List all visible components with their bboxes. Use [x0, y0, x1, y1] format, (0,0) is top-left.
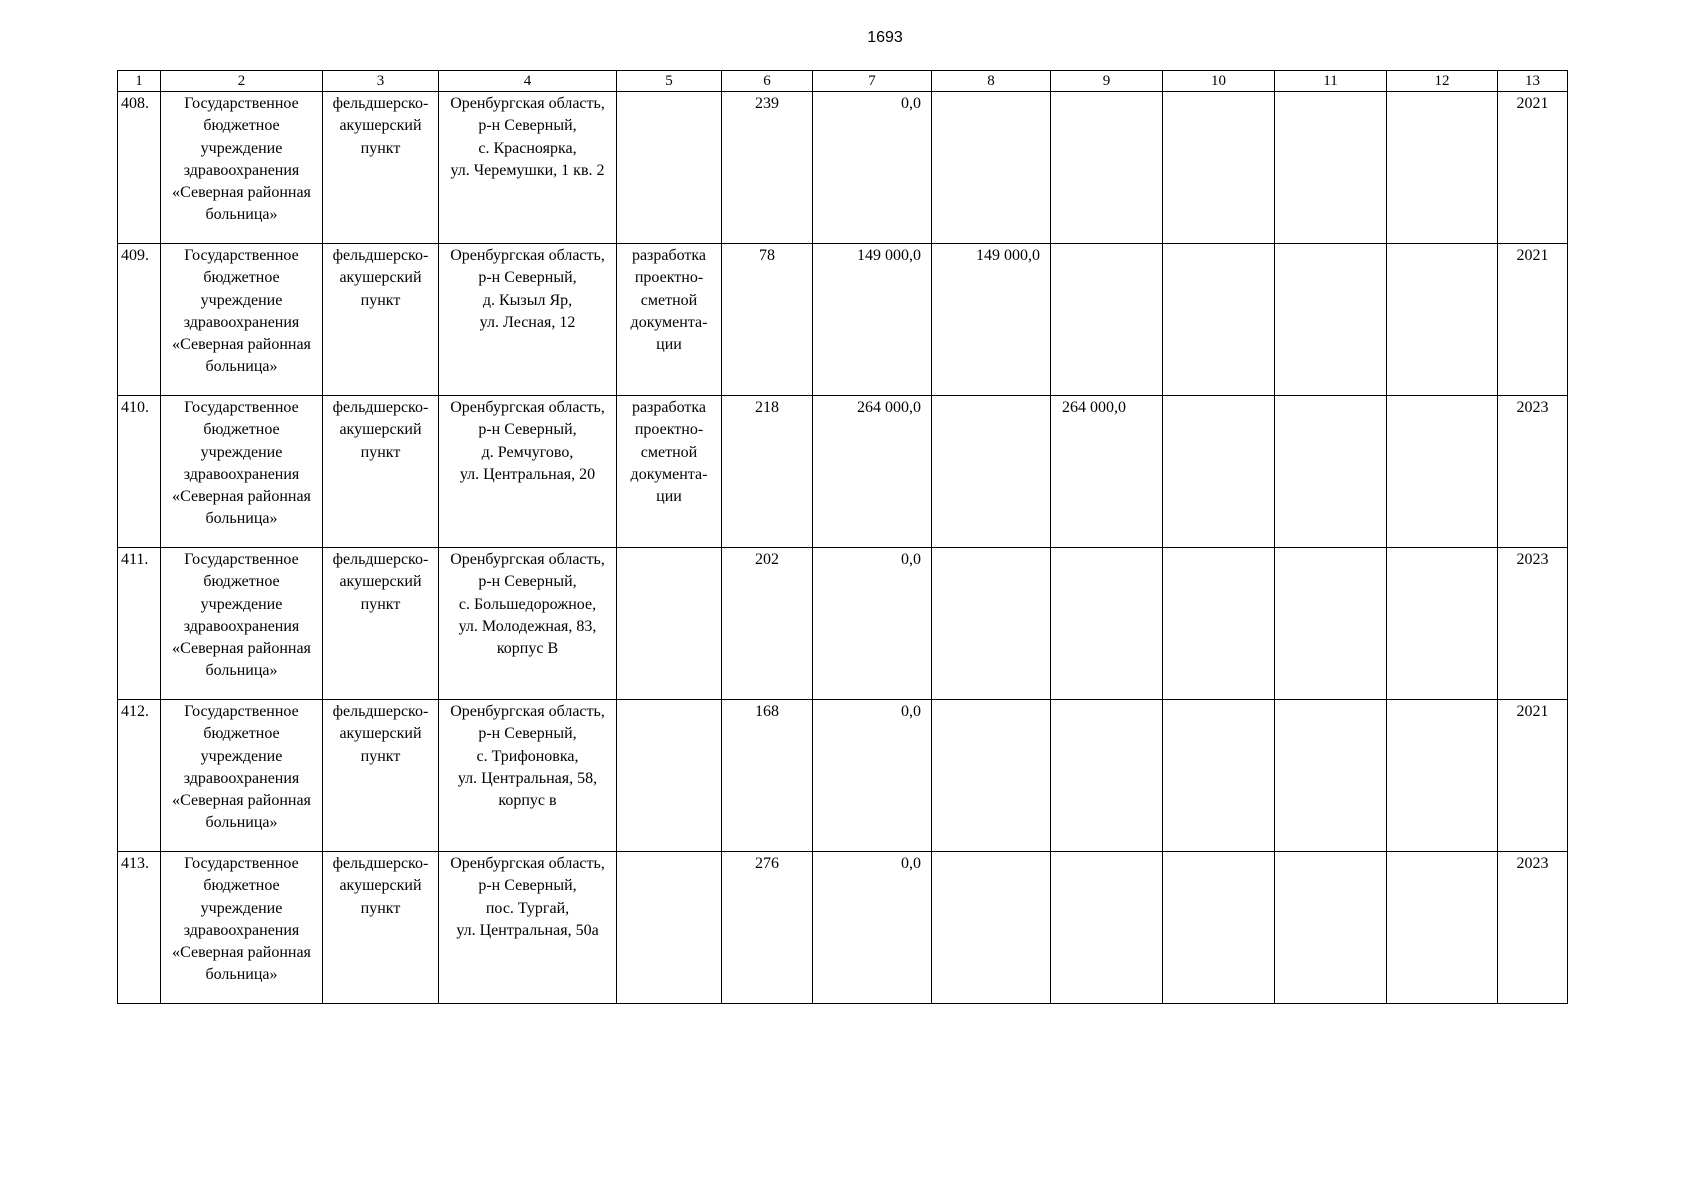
col8-cell: [932, 548, 1051, 700]
address-cell: Оренбургская область, р-н Северный, пос. Тургай, ул. Центральная, 50а: [439, 852, 617, 1004]
col10-cell: [1163, 700, 1275, 852]
page-number: 1693: [867, 29, 903, 46]
registry-table: [117, 70, 1568, 1004]
address-cell: Оренбургская область, р-н Северный, д. Ремчугово, ул. Центральная, 20: [439, 396, 617, 548]
col9-cell: [1051, 700, 1163, 852]
facility-type-cell: фельдшерско- акушерский пункт: [323, 244, 439, 396]
col8-cell: 149 000,0: [932, 244, 1051, 396]
col10-cell: [1163, 852, 1275, 1004]
col8-cell: [932, 852, 1051, 1004]
col10-cell: [1163, 396, 1275, 548]
col12-cell: [1387, 92, 1498, 244]
row-number: 409.: [118, 244, 161, 396]
table-row: [118, 92, 1568, 244]
col9-cell: [1051, 548, 1163, 700]
organization-cell: Государственное бюджетное учреждение здравоохранения «Северная районная больница»: [161, 396, 323, 548]
column-header: 12: [1387, 71, 1498, 92]
col6-cell: 168: [722, 700, 813, 852]
year-cell: 2023: [1498, 396, 1568, 548]
address-cell: Оренбургская область, р-н Северный, с. Трифоновка, ул. Центральная, 58, корпус в: [439, 700, 617, 852]
column-header: 8: [932, 71, 1051, 92]
organization-cell: Государственное бюджетное учреждение здравоохранения «Северная районная больница»: [161, 700, 323, 852]
row-number: 412.: [118, 700, 161, 852]
col12-cell: [1387, 244, 1498, 396]
column-header: 10: [1163, 71, 1275, 92]
work-type-cell: [617, 852, 722, 1004]
col6-cell: 78: [722, 244, 813, 396]
col7-cell: 0,0: [813, 852, 932, 1004]
table-row: [118, 700, 1568, 852]
address-cell: Оренбургская область, р-н Северный, с. Красноярка, ул. Черемушки, 1 кв. 2: [439, 92, 617, 244]
column-header: 13: [1498, 71, 1568, 92]
col11-cell: [1275, 548, 1387, 700]
work-type-cell: [617, 92, 722, 244]
col7-cell: 264 000,0: [813, 396, 932, 548]
year-cell: 2021: [1498, 244, 1568, 396]
organization-cell: Государственное бюджетное учреждение здравоохранения «Северная районная больница»: [161, 244, 323, 396]
col7-cell: 0,0: [813, 548, 932, 700]
table-row: [118, 548, 1568, 700]
col7-cell: 149 000,0: [813, 244, 932, 396]
column-header: 9: [1051, 71, 1163, 92]
col8-cell: [932, 700, 1051, 852]
col12-cell: [1387, 852, 1498, 1004]
year-cell: 2023: [1498, 548, 1568, 700]
table-body: [118, 92, 1568, 1004]
column-header: 5: [617, 71, 722, 92]
organization-cell: Государственное бюджетное учреждение здравоохранения «Северная районная больница»: [161, 92, 323, 244]
column-header: 4: [439, 71, 617, 92]
col9-cell: [1051, 92, 1163, 244]
col6-cell: 218: [722, 396, 813, 548]
col11-cell: [1275, 92, 1387, 244]
col9-cell: [1051, 244, 1163, 396]
col10-cell: [1163, 92, 1275, 244]
column-number-row: [118, 71, 1568, 92]
work-type-cell: [617, 700, 722, 852]
work-type-cell: [617, 548, 722, 700]
col9-cell: [1051, 852, 1163, 1004]
col11-cell: [1275, 244, 1387, 396]
col12-cell: [1387, 396, 1498, 548]
table-row: [118, 852, 1568, 1004]
col6-cell: 276: [722, 852, 813, 1004]
column-header: 1: [118, 71, 161, 92]
organization-cell: Государственное бюджетное учреждение здравоохранения «Северная районная больница»: [161, 548, 323, 700]
col11-cell: [1275, 396, 1387, 548]
column-header: 7: [813, 71, 932, 92]
address-cell: Оренбургская область, р-н Северный, д. Кызыл Яр, ул. Лесная, 12: [439, 244, 617, 396]
facility-type-cell: фельдшерско- акушерский пункт: [323, 396, 439, 548]
col9-cell: 264 000,0: [1051, 396, 1163, 548]
work-type-cell: разработка проектно- сметной документа- ции: [617, 244, 722, 396]
row-number: 411.: [118, 548, 161, 700]
col8-cell: [932, 396, 1051, 548]
facility-type-cell: фельдшерско- акушерский пункт: [323, 548, 439, 700]
column-header: 2: [161, 71, 323, 92]
work-type-cell: разработка проектно- сметной документа- ции: [617, 396, 722, 548]
row-number: 408.: [118, 92, 161, 244]
year-cell: 2021: [1498, 700, 1568, 852]
col8-cell: [932, 92, 1051, 244]
table-row: [118, 244, 1568, 396]
column-header: 3: [323, 71, 439, 92]
col12-cell: [1387, 700, 1498, 852]
organization-cell: Государственное бюджетное учреждение здравоохранения «Северная районная больница»: [161, 852, 323, 1004]
col10-cell: [1163, 548, 1275, 700]
col10-cell: [1163, 244, 1275, 396]
address-cell: Оренбургская область, р-н Северный, с. Большедорожное, ул. Молодежная, 83, корпус В: [439, 548, 617, 700]
row-number: 410.: [118, 396, 161, 548]
col12-cell: [1387, 548, 1498, 700]
row-number: 413.: [118, 852, 161, 1004]
col6-cell: 202: [722, 548, 813, 700]
col11-cell: [1275, 852, 1387, 1004]
table-row: [118, 396, 1568, 548]
column-header: 6: [722, 71, 813, 92]
col7-cell: 0,0: [813, 700, 932, 852]
facility-type-cell: фельдшерско- акушерский пункт: [323, 700, 439, 852]
year-cell: 2023: [1498, 852, 1568, 1004]
facility-type-cell: фельдшерско- акушерский пункт: [323, 852, 439, 1004]
facility-type-cell: фельдшерско- акушерский пункт: [323, 92, 439, 244]
year-cell: 2021: [1498, 92, 1568, 244]
col6-cell: 239: [722, 92, 813, 244]
column-header: 11: [1275, 71, 1387, 92]
col11-cell: [1275, 700, 1387, 852]
col7-cell: 0,0: [813, 92, 932, 244]
